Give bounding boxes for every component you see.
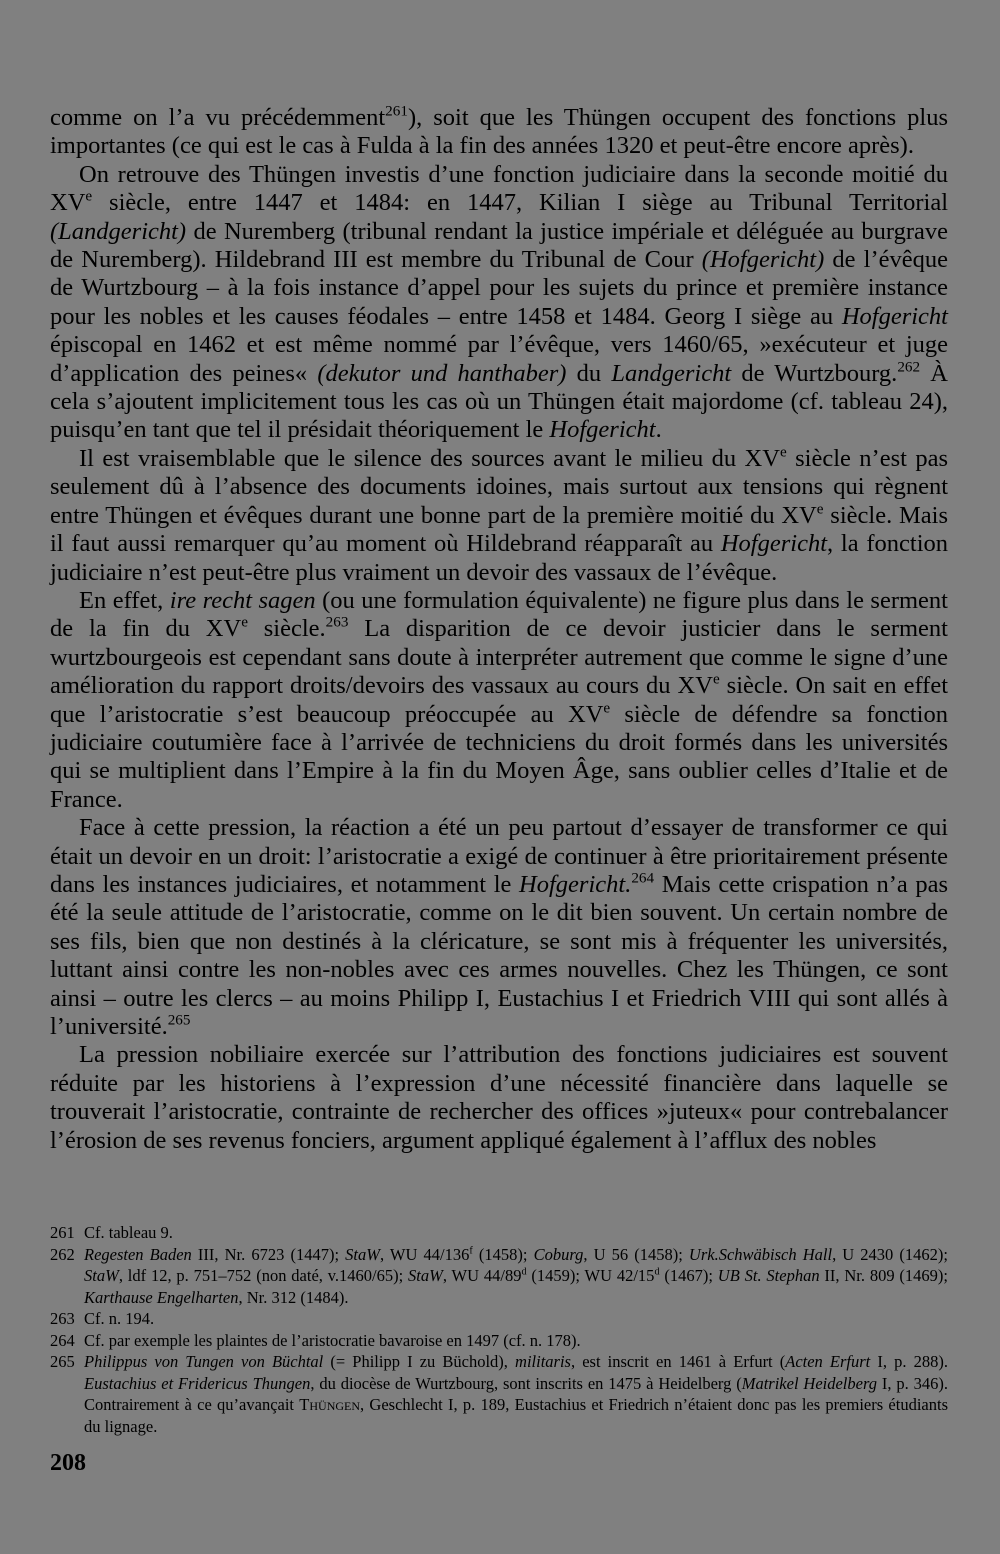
text-run: comme on l’a vu précédemment	[50, 104, 386, 131]
footnote-text	[84, 1308, 948, 1330]
italic-text: Hofgericht	[841, 302, 948, 330]
italic-text: (Hofgericht)	[701, 246, 825, 274]
footnote	[50, 1308, 948, 1330]
footnote-text	[84, 1330, 948, 1352]
italic-text: StaW	[84, 1266, 119, 1285]
small-caps-text: Thüngen	[299, 1395, 361, 1414]
superscript: e	[603, 699, 611, 717]
footnote-text	[84, 1222, 948, 1244]
text-run: (= Philipp I zu Büchold),	[323, 1352, 516, 1371]
superscript: e	[241, 613, 248, 631]
text-run: (ou une formulation équivalente) ne figure plus dans le serment de la fin du XV	[50, 586, 948, 643]
italic-text: Eustachius et Fridericus Thungen	[84, 1373, 311, 1393]
text-run: , WU 44/136	[380, 1244, 470, 1264]
text-run: , la fonction judiciaire n’est peut-être plus vraiment un devoir des vassaux de l’évêque.	[50, 530, 948, 586]
text-run: , ldf 12, p. 751–752 (non daté, v.1460/65);	[118, 1266, 409, 1285]
superscript: e	[779, 443, 787, 461]
footnote-number: 264	[50, 1330, 75, 1350]
text-run: de Wurtzbourg.	[731, 359, 898, 387]
text-run: Cf. par exemple les plaintes de l’aristocratie bavaroise en 1497 (cf. n. 178).	[84, 1330, 581, 1350]
text-run: On retrouve des Thüngen investis d’une fonction judiciaire dans la seconde moitié du XV	[50, 160, 948, 217]
superscript: 262	[897, 358, 921, 376]
text-run: (1458);	[472, 1244, 534, 1264]
text-run: Face à cette pression, la réaction a été un peu partout d’essayer de transformer ce qui était un devoir en un droit: l’aristocratie a exigé de continuer à être prioritairement présente dans les instances judiciaires, et notamment le	[50, 814, 948, 898]
text-run: La disparition de ce devoir justicier dans le serment wurtzbourgeois est cependant sans doute à interpréter autrement que comme le signe d’une amélioration du rapport droits/devoirs des vassaux au cours du XV	[50, 615, 948, 700]
superscript: f	[469, 1245, 473, 1257]
text-run: , est inscrit en 1461 à Erfurt (	[570, 1352, 786, 1371]
footnote-number: 261	[50, 1223, 75, 1242]
italic-text: (dekutor und hanthaber)	[317, 359, 567, 387]
italic-text: ire recht sagen	[169, 586, 316, 614]
italic-text: Acten Erfurt	[785, 1352, 871, 1371]
text-run: , U 56 (1458);	[583, 1244, 689, 1264]
superscript: d	[521, 1266, 527, 1278]
page-number: 208	[50, 1450, 86, 1476]
text-run: de l’évêque de Wurtzbourg – à la fois instance d’appel pour les sujets du prince et première instance pour les nobles et les causes féodales – entre 1458 et 1484. Georg I siège au	[50, 246, 949, 330]
text-run: Cf. n. 194.	[84, 1309, 155, 1328]
text-run: .	[655, 416, 662, 444]
text-run: , WU 44/89	[442, 1266, 522, 1285]
footnote-number: 262	[50, 1244, 75, 1264]
italic-text: Coburg	[533, 1244, 584, 1264]
italic-text: Hofgericht.	[519, 870, 632, 898]
paragraph	[50, 104, 948, 161]
text-run: ), soit que les Thüngen occupent des fonctions plus importantes (ce qui est le cas à Fulda à la fin des années 1320 et peut-être encore après).	[50, 104, 949, 160]
footnote-text	[84, 1244, 948, 1309]
italic-text: Regesten Baden	[84, 1244, 192, 1264]
text-run: , Nr. 312 (1484).	[238, 1287, 349, 1307]
italic-text: Landgericht	[611, 359, 732, 387]
text-run: siècle. Mais il faut aussi remarquer qu’au moment où Hildebrand réapparaît au	[50, 501, 948, 558]
paragraph	[50, 814, 948, 1041]
superscript: e	[712, 670, 720, 688]
footnote-number: 263	[50, 1309, 75, 1328]
paragraph	[50, 161, 948, 445]
italic-text: StaW	[408, 1266, 443, 1285]
text-run: du	[566, 359, 612, 387]
text-run: (1467);	[659, 1266, 718, 1285]
main-text	[50, 104, 948, 1155]
paragraph	[50, 1041, 948, 1155]
footnote-number: 265	[50, 1352, 75, 1371]
italic-text: Matrikel Heidelberg	[741, 1373, 878, 1393]
text-run: siècle.	[247, 615, 326, 643]
text-run: , du diocèse de Wurtzbourg, sont inscrits en 1475 à Heidelberg (	[310, 1373, 742, 1393]
footnote-text	[84, 1351, 948, 1437]
italic-text: Hofgericht	[549, 416, 656, 444]
text-run: II, Nr. 809 (1469);	[819, 1266, 948, 1285]
text-run: de Nuremberg (tribunal rendant la justice impériale et déléguée au burgrave de Nuremberg). Hildebrand III est membre du Tribunal de Cour	[50, 217, 948, 274]
superscript: e	[85, 187, 93, 205]
text-run: siècle de défendre sa fonction judiciaire coutumière face à l’arrivée de techniciens du droit formés dans les universités qui se multiplient dans l’Empire à la fin du Moyen Âge, sans oublier celles d’Italie et de France.	[50, 700, 948, 813]
text-run: siècle n’est pas seulement dû à l’absence des documents idoines, mais surtout aux tensions qui règnent entre Thüngen et évêques durant une bonne part de la première moitié du XV	[50, 444, 948, 529]
text-run: , U 2430 (1462);	[832, 1244, 948, 1264]
superscript: e	[816, 500, 824, 518]
text-run: À cela s’ajoutent implicitement tous les cas où un Thüngen était majordome (cf. tableau 24), puisqu’en tant que tel il présidait théoriquement le	[50, 359, 948, 444]
superscript: d	[654, 1266, 660, 1278]
footnote	[50, 1244, 948, 1309]
footnotes	[50, 1222, 948, 1437]
italic-text: Karthause Engelharten	[84, 1287, 239, 1307]
italic-text: Hofgericht	[720, 530, 828, 558]
italic-text: militaris	[515, 1352, 571, 1371]
superscript: 265	[167, 1011, 191, 1029]
text-run: Il est vraisemblable que le silence des sources avant le milieu du XV	[79, 444, 780, 472]
text-run: , Geschlecht I, p. 189, Eustachius et Friedrich n’étaient donc pas les premiers étudiants du lignage.	[84, 1395, 948, 1436]
paragraph	[50, 587, 948, 814]
italic-text: StaW	[345, 1244, 380, 1264]
footnote	[50, 1351, 948, 1437]
superscript: 261	[385, 102, 408, 120]
text-run: épiscopal en 1462 et est même nommé par l’évêque, vers 1460/65, »exécuteur et juge d’application des peines«	[50, 331, 948, 387]
text-run: siècle, entre 1447 et 1484: en 1447, Kilian I siège au Tribunal Territorial	[92, 189, 948, 217]
italic-text: Philippus von Tungen von Büchtal	[84, 1352, 324, 1371]
italic-text: UB St. Stephan	[717, 1266, 820, 1285]
text-run: La pression nobiliaire exercée sur l’attribution des fonctions judiciaires est souvent réduite par les historiens à l’expression d’une nécessité financière dans laquelle se trouverait l’aristocratie, contrainte de rechercher des offices »juteux« pour contrebalancer l’érosion de ses revenus fonciers, argument appliqué également à l’afflux des nobles	[50, 1041, 948, 1154]
text-run: I, p. 288).	[870, 1352, 948, 1371]
footnote	[50, 1222, 948, 1244]
italic-text: Urk.Schwäbisch Hall	[688, 1244, 833, 1264]
text-run: Mais cette crispation n’a pas été la seule attitude de l’aristocratie, comme on le dit bien souvent. Un certain nombre de ses fils, bien que non destinés à la cléricature, se sont mis à fréquenter les universités, luttant ainsi contre les non-nobles avec ces armes nouvelles. Chez les Thüngen, ce sont ainsi – outre les clercs – au moins Philipp I, Eustachius I et Friedrich VIII qui sont allés à l’université.	[50, 870, 949, 1040]
superscript: 264	[631, 869, 655, 887]
superscript: 263	[325, 613, 349, 631]
footnote	[50, 1330, 948, 1352]
text-run: siècle. On sait en effet que l’aristocratie s’est beaucoup préoccupée au XV	[50, 672, 949, 728]
paragraph	[50, 445, 948, 587]
italic-text: (Landgericht)	[50, 217, 187, 245]
text-run: Cf. tableau 9.	[84, 1223, 173, 1242]
text-run: (1459); WU 42/15	[526, 1266, 655, 1285]
text-run: En effet,	[79, 586, 170, 614]
text-run: III, Nr. 6723 (1447);	[191, 1244, 346, 1264]
text-run: I, p. 346). Contrairement à ce qu’avançait	[84, 1373, 948, 1414]
